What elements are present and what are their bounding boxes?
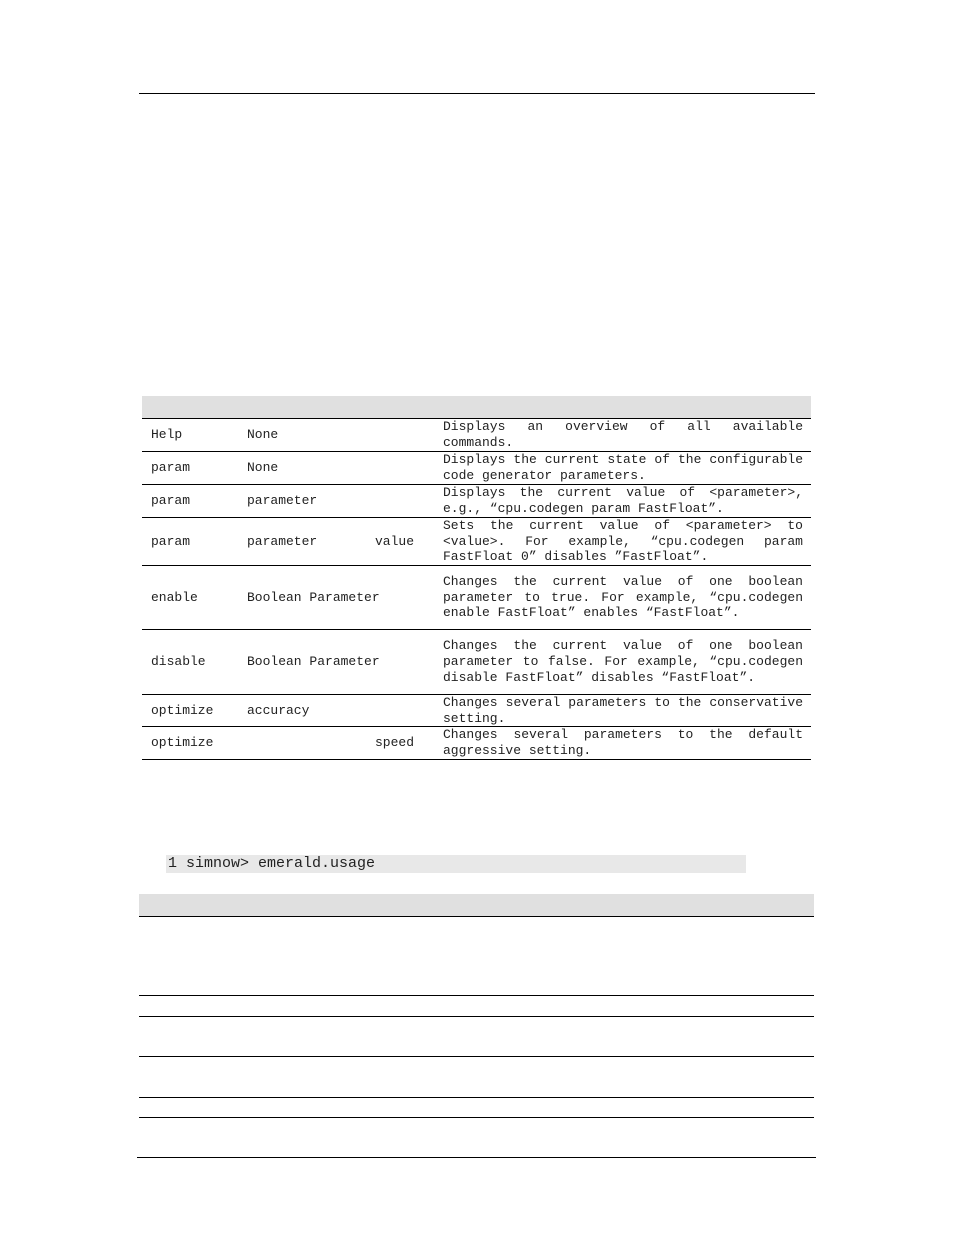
- header-rule: [139, 93, 815, 94]
- table-row: [139, 1017, 814, 1057]
- table-header: [142, 396, 811, 419]
- command-table: [142, 396, 811, 760]
- command-cell: optimize: [151, 702, 214, 718]
- argument-cell: accuracy: [247, 702, 310, 718]
- table-row: [139, 996, 814, 1017]
- command-cell: param: [151, 493, 191, 509]
- table-row: [142, 518, 811, 566]
- description-cell: Changes the current value of one boolean parameter to false. For example, “cpu.codegen disable FastFloat” disables “FastFloat”.: [443, 638, 803, 685]
- table-row: [142, 566, 811, 630]
- description-cell: Changes several parameters to the default aggressive setting.: [443, 727, 803, 758]
- command-cell: optimize: [151, 735, 214, 751]
- table-row: [142, 630, 811, 695]
- argument-cell: parameter value: [247, 533, 414, 549]
- footer-rule: [137, 1157, 816, 1158]
- argument-cell: Boolean Parameter: [247, 589, 380, 605]
- description-cell: Displays the current value of <parameter>, e.g., “cpu.codegen param FastFloat”.: [443, 485, 803, 516]
- command-cell: param: [151, 460, 191, 476]
- table-row: [139, 1098, 814, 1118]
- table-row: [139, 917, 814, 996]
- code-snippet: 1 simnow> emerald.usage: [166, 855, 746, 873]
- command-cell: Help: [151, 427, 183, 443]
- table-row: [139, 1057, 814, 1098]
- argument-cell: None: [247, 427, 279, 443]
- description-cell: Sets the current value of <parameter> to <value>. For example, “cpu.codegen param FastFloat 0” disables ”FastFloat”.: [443, 517, 803, 565]
- description-cell: Changes several parameters to the conservative setting.: [443, 694, 803, 726]
- table-row: [142, 727, 811, 760]
- command-cell: enable: [151, 589, 198, 605]
- argument-cell: speed: [374, 735, 414, 751]
- description-cell: Displays the current state of the configurable code generator parameters.: [443, 452, 803, 483]
- usage-table: [139, 894, 814, 1118]
- table-row: [142, 419, 811, 452]
- description-cell: Changes the current value of one boolean parameter to true. For example, “cpu.codegen enable FastFloat” enables “FastFloat”.: [443, 573, 803, 621]
- argument-cell: None: [247, 460, 279, 476]
- command-cell: param: [151, 533, 191, 549]
- table-row: [142, 695, 811, 727]
- command-cell: disable: [151, 654, 206, 670]
- table-row: [142, 452, 811, 485]
- description-cell: Displays an overview of all available commands.: [443, 419, 803, 450]
- table-row: [142, 485, 811, 518]
- argument-cell: parameter: [247, 493, 318, 509]
- table-header: [139, 894, 814, 917]
- argument-cell: Boolean Parameter: [247, 654, 380, 670]
